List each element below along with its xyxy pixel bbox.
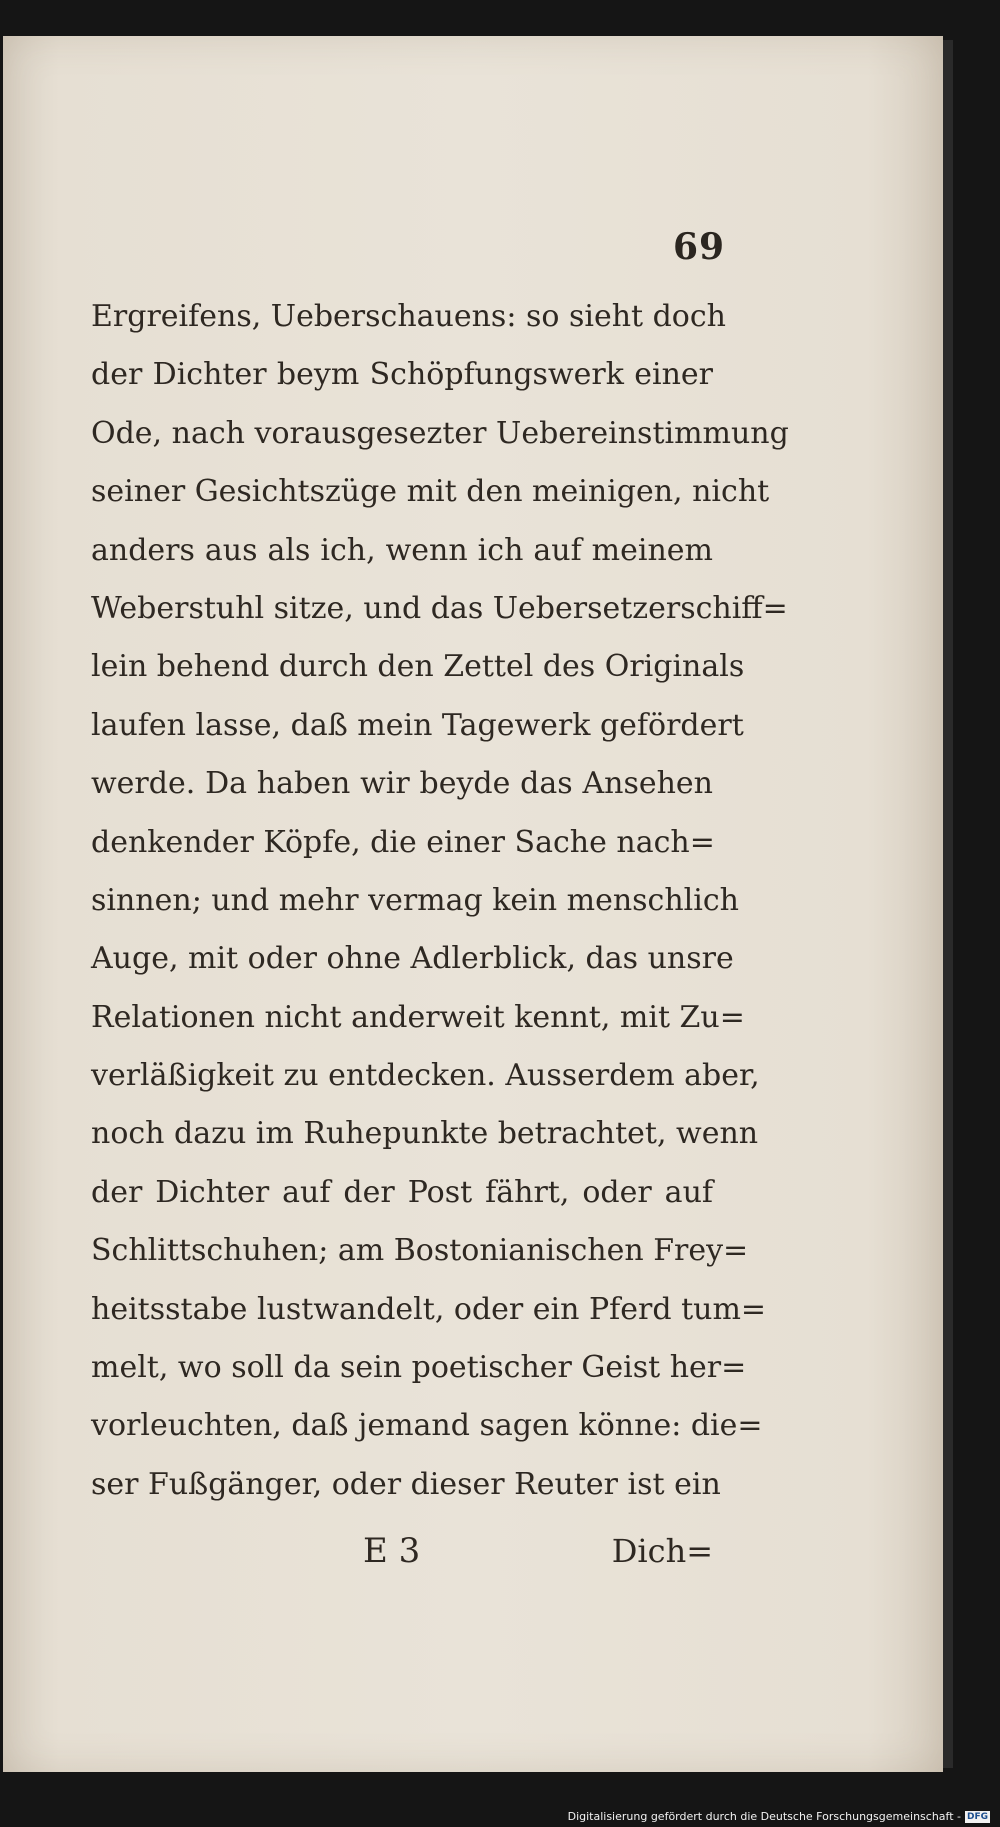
text-line: ser Fußgänger, oder dieser Reuter ist ein [91, 1466, 721, 1502]
text-line: Auge, mit oder ohne Adlerblick, das unsre [91, 941, 734, 977]
text-line: vorleuchten, daß jemand sagen könne: die= [91, 1408, 763, 1444]
text-line: Schlittschuhen; am Bostonianischen Frey= [91, 1233, 749, 1269]
text-line: seiner Gesichtszüge mit den meinigen, nicht [91, 474, 770, 510]
text-line: denkender Köpfe, die einer Sache nach= [91, 824, 715, 860]
text-line: noch dazu im Ruhepunkte betrachtet, wenn [91, 1116, 759, 1152]
text-line: lein behend durch den Zettel des Originals [91, 649, 745, 685]
digitization-credit [568, 1810, 990, 1823]
text-line: der Dichter auf der Post fährt, oder auf [91, 1174, 713, 1210]
text-line: Ode, nach vorausgesezter Uebereinstimmung [91, 415, 789, 451]
signature-mark: E 3 [363, 1531, 421, 1571]
page-edge [943, 40, 953, 1768]
body-text [91, 288, 789, 1514]
text-line: heitsstabe lustwandelt, oder ein Pferd tum= [91, 1291, 767, 1327]
book-page [3, 36, 943, 1772]
page-footer-marks [363, 1526, 713, 1576]
text-line: Weberstuhl sitze, und das Uebersetzerschiff= [91, 590, 788, 626]
text-line: der Dichter beym Schöpfungswerk einer [91, 357, 713, 393]
text-line: laufen lasse, daß mein Tagewerk gefördert [91, 707, 744, 743]
text-line: werde. Da haben wir beyde das Ansehen [91, 766, 713, 802]
text-line: melt, wo soll da sein poetischer Geist her= [91, 1350, 747, 1386]
text-line: verläßigkeit zu entdecken. Ausserdem aber, [91, 1058, 760, 1094]
catchword: Dich= [611, 1532, 713, 1570]
text-line: Relationen nicht anderweit kennt, mit Zu= [91, 999, 745, 1035]
page-number: 69 [673, 226, 726, 268]
credit-text: Digitalisierung gefördert durch die Deutsche Forschungsgemeinschaft - [567, 1810, 961, 1823]
text-line: anders aus als ich, wenn ich auf meinem [91, 532, 713, 568]
dfg-logo-icon: DFG [966, 1811, 988, 1822]
text-line: sinnen; und mehr vermag kein menschlich [91, 882, 739, 918]
text-line: Ergreifens, Ueberschauens: so sieht doch [91, 299, 726, 334]
